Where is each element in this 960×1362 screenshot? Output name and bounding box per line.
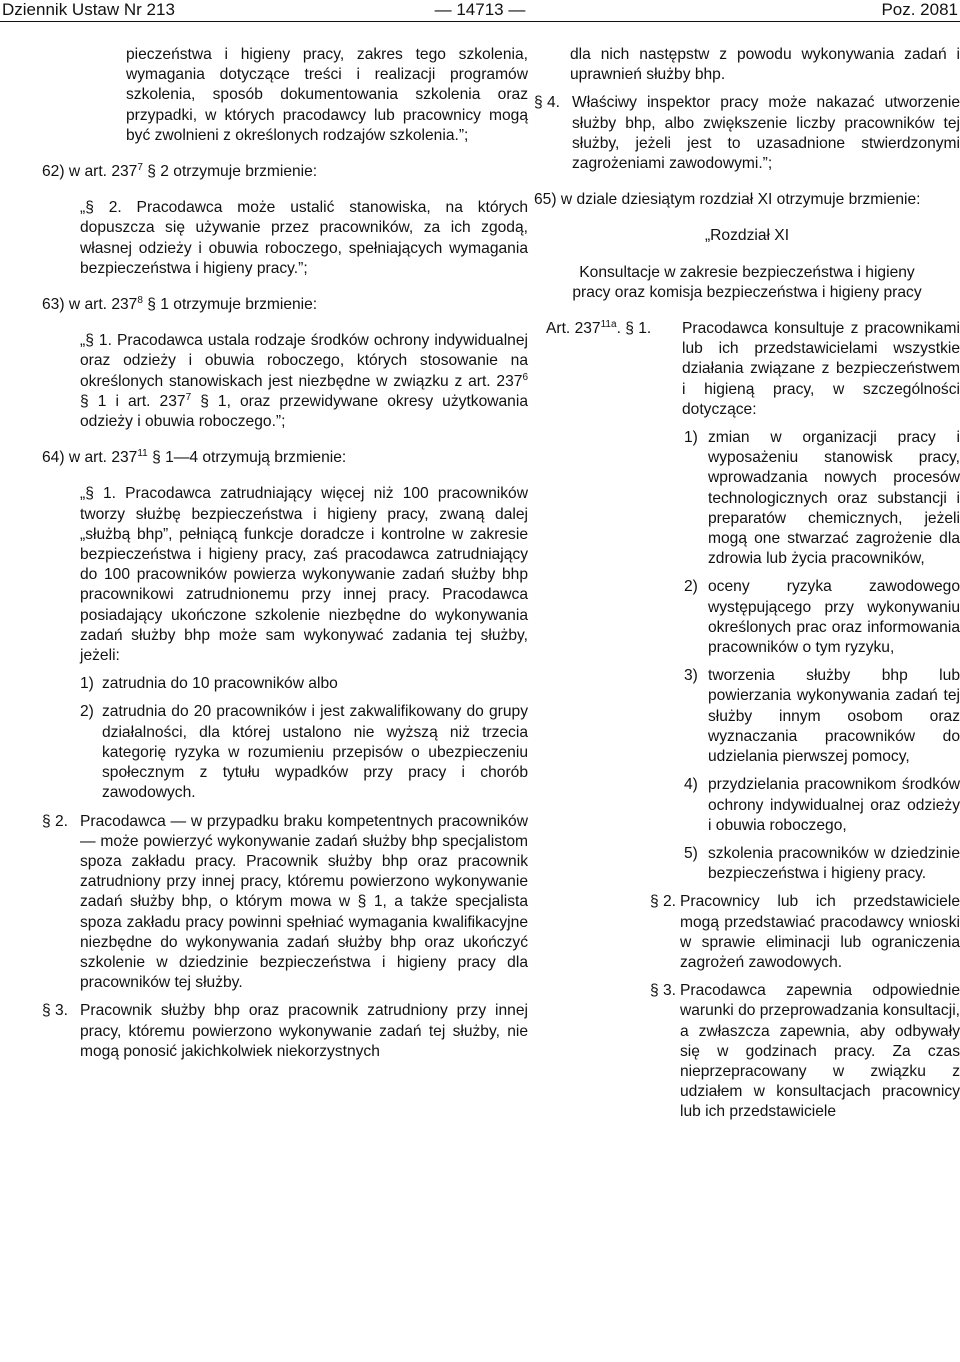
article-237-11a: Art. $237^{11a}$. § 1. Pracodawca konsultuje z pracownikami lub ich przedstawicielami wszystkie działania związane z bezpieczeństwem i higieną pracy, w szczególności dotyczące: — [546, 319, 960, 418]
article-paragraph-2: § 2. Pracownicy lub ich przedstawiciele mogą przedstawiać pracodawcy wnioski w sprawie eliminacji lub ograniczenia zagrożeń zawodowych. — [649, 893, 960, 971]
list-item-text: tworzenia służby bhp lub powierzania wykonywania zadań tej służby innym osobom oraz wyznaczania pracowników do udzielania pierwszej pomocy, — [708, 667, 960, 766]
list-item-number: 5) — [684, 844, 698, 862]
list-item: 2) zatrudnia do 20 pracowników i jest zakwalifikowany do grupy działalności, dla której ustalono nie wyższą niż trzecia kategorię ryzyka w rozumieniu przepisów o ubezpieczeniu społecznym z tytułu wypadków przy pracy i chorób zawodowych. — [80, 703, 528, 802]
paragraph-64-1: „§ 1. Pracodawca zatrudniający więcej niż 100 pracowników tworzy służbę bezpieczeństwa i higieny pracy, zwaną dalej „służbą bhp”, pełniącą funkcje doradcze i kontrolne w zakresie bezpieczeństwa i higieny pracy, zaś pracodawca zatrudniający do 100 pracowników powierza wykonywanie zadań służby bhp pracownikowi zatrudnionemu przy innej pracy. Pracodawca posiadający ukończone szkolenie niezbędne do wykonywania zadań służby bhp może sam wykonywać zadania tej służby, jeżeli: — [80, 485, 528, 665]
list-item-text: zmian w organizacji pracy i wyposażeniu stanowisk pracy, wprowadzania nowych procesów technologicznych oraz substancji i preparatów chemicznych, jeżeli mogą one stwarzać zagrożenie dla zdrowia lub życia pracowników, — [708, 429, 960, 568]
position-number: Poz. 2081 — [881, 0, 958, 19]
amendment-63: 63) w art. $237^8$ § 1 otrzymuje brzmienie: — [42, 295, 318, 314]
left-column — [42, 45, 528, 1062]
paragraph-62: „§ 2. Pracodawca może ustalić stanowiska, na których dopuszcza się używanie przez pracowników, za ich zgodą, własnej odzieży i obuwia roboczego, spełniających wymagania bezpieczeństwa i higieny pracy.”; — [80, 199, 528, 277]
right-column — [534, 45, 960, 1123]
list-item-text: przydzielania pracownikom środków ochrony indywidualnej oraz odzieży i obuwia roboczego, — [708, 776, 960, 834]
amendment-62: 62) w art. $237^7$ § 2 otrzymuje brzmienie: — [42, 162, 318, 181]
list-item-number: 2) — [684, 578, 698, 596]
list-item-number: 1) — [684, 429, 698, 447]
article-paragraph-3: § 3. Pracodawca zapewnia odpowiednie warunki do przeprowadzania konsultacji, a zwłaszcza zapewnia, aby odbywały się w godzinach pracy. Za czas nieprzepracowany w związku z udziałem w konsultacjach pracownicy lub ich przedstawiciele — [649, 982, 960, 1121]
paragraph-64-2: § 2. Pracodawca — w przypadku braku kompetentnych pracowników — może powierzyć wykonywanie zadań służby bhp specjalistom spoza zakładu pracy. Pracownik służby bhp oraz pracownik zatrudniony przy innej pracy, któremu powierzono wykonywanie zadań służby bhp, o którym mowa w § 1, a także specjalista spoza zakładu pracy powinni spełniać wymagania kwalifikacyjne niezbędne do wykonywania zadań służby bhp oraz ukończyć szkolenie w dziedzinie bezpieczeństwa i higieny pracy dla pracowników tej służby. — [42, 812, 528, 992]
amendment-64: 64) w art. $237^{11}$ § 1—4 otrzymują brzmienie: — [42, 448, 347, 467]
list-item: 1) zatrudnia do 10 pracowników albo — [80, 675, 338, 693]
list-item — [684, 577, 960, 658]
list-item — [684, 775, 960, 836]
chapter-title-line-1: Konsultacje w zakresie bezpieczeństwa i higieny — [579, 263, 915, 281]
page-number: — 14713 — — [434, 0, 526, 19]
chapter-title-line-2: pracy oraz komisja bezpieczeństwa i higieny pracy — [572, 283, 922, 301]
paragraph-64-4: § 4. Właściwy inspektor pracy może nakazać utworzenie służby bhp, albo zwiększenie liczby pracowników tej służby, jeżeli jest to uzasadnione stwierdzonymi zagrożeniami zawodowymi.”; — [534, 94, 960, 173]
paragraph-continuation: pieczeństwa i higieny pracy, zakres tego szkolenia, wymagania dotyczące treści i realizacji programów szkolenia, sposób dokumentowania szkolenia oraz przypadki, w których pracodawcy lub pracownicy mogą być zwolnieni z określonych rodzajów szkolenia.”; — [126, 46, 528, 144]
list-item-text: szkolenia pracowników w dziedzinie bezpieczeństwa i higieny pracy. — [708, 844, 960, 883]
paragraph-63: „§ 1. Pracodawca ustala rodzaje środków ochrony indywidualnej oraz odzieży i obuwia roboczego, których stosowanie na określonych stanowiskach jest niezbędne w związku z art. $237^6$ § 1 i art. $237^7$ § 1, oraz przewidywane okresy użytkowania odzieży i obuwia roboczego.”; — [80, 332, 528, 431]
list-item — [684, 666, 960, 767]
journal-title: Dziennik Ustaw Nr 213 — [2, 0, 175, 19]
list-item — [684, 428, 960, 569]
paragraph-64-3: § 3. Pracownik służby bhp oraz pracownik zatrudniony przy innej pracy, któremu powierzono wykonywanie zadań tej służby, nie mogą ponosić jakichkolwiek niekorzystnych — [42, 1002, 528, 1060]
list-item-number: 4) — [684, 776, 698, 794]
header-rule — [0, 21, 960, 22]
list-item-number: 3) — [684, 667, 698, 685]
enumerated-list — [534, 428, 960, 884]
chapter-heading: „Rozdział XI — [704, 227, 790, 245]
amendment-65: 65) w dziale dziesiątym rozdział XI otrzymuje brzmienie: — [534, 191, 921, 209]
list-item-text: oceny ryzyka zawodowego występującego przy wykonywaniu określonych prac oraz informowania pracowników o tym ryzyku, — [708, 578, 960, 657]
list-item — [684, 844, 960, 884]
paragraph-continuation: dla nich następstw z powodu wykonywania zadań i uprawnień służby bhp. — [570, 46, 960, 84]
page-header — [0, 0, 960, 22]
